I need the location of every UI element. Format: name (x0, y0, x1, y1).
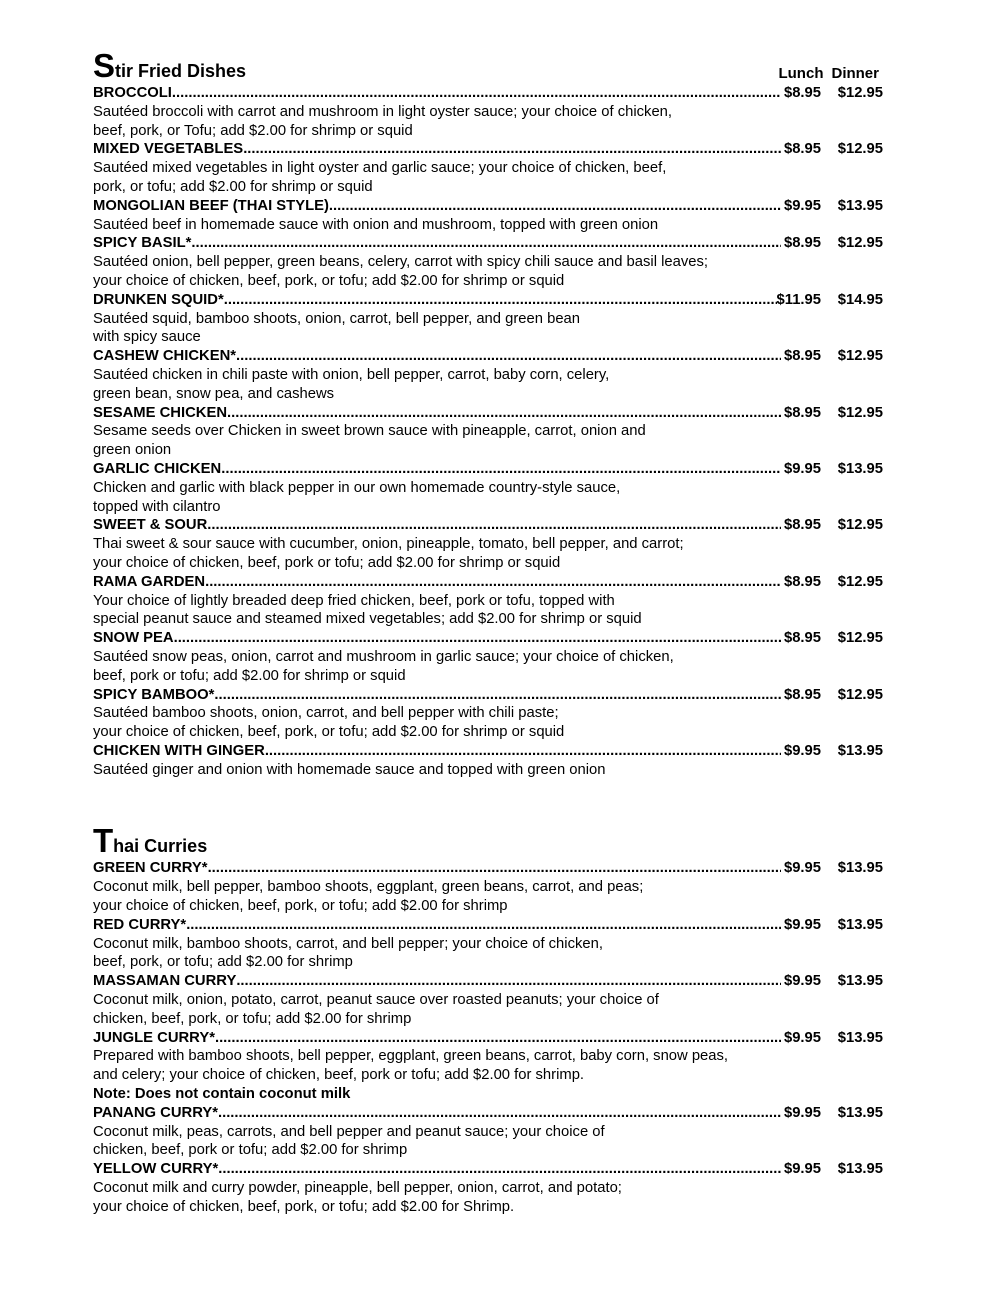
dot-leader (205, 573, 781, 592)
section-header (93, 47, 883, 84)
lunch-price: $9.95 (783, 1104, 821, 1121)
dinner-price: $13.95 (837, 1029, 883, 1046)
menu-item-name: SWEET & SOUR (93, 517, 208, 534)
menu-item-name: MIXED VEGETABLES (93, 141, 244, 158)
menu-item (93, 742, 883, 780)
menu-item-description: beef, pork, or tofu; add $2.00 for shrimp (93, 954, 353, 971)
dot-leader (191, 234, 781, 253)
dinner-price: $13.95 (837, 916, 883, 933)
dinner-price: $13.95 (837, 1104, 883, 1121)
section-spacer (93, 779, 883, 825)
menu-item-row (93, 84, 883, 103)
menu-item-name: GARLIC CHICKEN (93, 460, 222, 477)
lunch-price: $8.95 (783, 404, 821, 421)
menu-item-description: Sautéed bamboo shoots, onion, carrot, and bell pepper with chili paste; (93, 705, 559, 722)
lunch-price: $8.95 (783, 630, 821, 647)
lunch-price: $9.95 (783, 1029, 821, 1046)
menu-item (93, 197, 883, 235)
menu-item-name: SPICY BASIL* (93, 235, 192, 252)
menu-item-description: Sautéed chicken in chili paste with onion, bell pepper, carrot, baby corn, celery, (93, 366, 610, 383)
menu-item-description: Coconut milk, onion, potato, carrot, peanut sauce over roasted peanuts; your choice of (93, 992, 659, 1009)
menu-item-description: Sautéed beef in homemade sauce with onion and mushroom, topped with green onion (93, 216, 659, 233)
menu-item-description: Coconut milk, peas, carrots, and bell pepper and peanut sauce; your choice of (93, 1123, 605, 1140)
dinner-price: $12.95 (837, 348, 883, 365)
menu-item-name: MASSAMAN CURRY (93, 973, 237, 990)
menu-item-name: DRUNKEN SQUID* (93, 291, 224, 308)
dot-leader (221, 460, 781, 479)
menu-section (93, 47, 883, 779)
menu-item (93, 1029, 883, 1104)
dinner-price: $13.95 (837, 860, 883, 877)
menu-item (93, 404, 883, 460)
menu-item-row (93, 916, 883, 935)
menu-item-row (93, 197, 883, 216)
dinner-price: $12.95 (837, 141, 883, 158)
menu-item-row (93, 140, 883, 159)
menu-item-description: Thai sweet & sour sauce with cucumber, onion, pineapple, tomato, bell pepper, and carrot; (93, 536, 684, 553)
menu-item-row (93, 516, 883, 535)
dinner-price: $13.95 (837, 973, 883, 990)
menu-item-row (93, 972, 883, 991)
dot-leader (218, 1104, 781, 1123)
menu-item-name: RED CURRY* (93, 916, 187, 933)
menu-item-row (93, 234, 883, 253)
menu-item-description: your choice of chicken, beef, pork or tofu; add $2.00 for shrimp or squid (93, 554, 561, 571)
dot-leader (236, 972, 781, 991)
dot-leader (236, 347, 781, 366)
menu-item-name: SPICY BAMBOO* (93, 686, 215, 703)
menu-item-row (93, 1160, 883, 1179)
lunch-price: $9.95 (783, 460, 821, 477)
menu-item (93, 84, 883, 140)
dot-leader (186, 916, 781, 935)
dot-leader (265, 742, 781, 761)
dot-leader (172, 84, 781, 103)
menu-item-description: Chicken and garlic with black pepper in our own homemade country-style sauce, (93, 479, 621, 496)
lunch-price: $8.95 (783, 573, 821, 590)
menu-item-name: BROCCOLI (93, 85, 172, 101)
menu-item-description: special peanut sauce and steamed mixed vegetables; add $2.00 for shrimp or squid (93, 611, 642, 628)
dinner-price: $12.95 (837, 686, 883, 703)
menu-item-description: chicken, beef, pork or tofu; add $2.00 for shrimp (93, 1142, 408, 1159)
menu-item-description: and celery; your choice of chicken, beef, pork or tofu; add $2.00 for shrimp. (93, 1067, 585, 1084)
menu-item-description: your choice of chicken, beef, pork, or tofu; add $2.00 for shrimp (93, 898, 508, 915)
lunch-price: $9.95 (783, 973, 821, 990)
menu-item (93, 629, 883, 685)
menu-item-description: Coconut milk, bamboo shoots, carrot, and bell pepper; your choice of chicken, (93, 935, 603, 952)
menu-page (93, 47, 883, 1217)
menu-item (93, 686, 883, 742)
lunch-price: $8.95 (783, 85, 821, 101)
menu-item-description: beef, pork, or Tofu; add $2.00 for shrimp or squid (93, 122, 413, 139)
dot-leader (215, 1029, 781, 1048)
menu-item (93, 234, 883, 290)
menu-item-description: Sautéed mixed vegetables in light oyster and garlic sauce; your choice of chicken, beef, (93, 160, 667, 177)
dinner-price: $12.95 (837, 404, 883, 421)
section-title-rest: hai Curries (113, 836, 208, 857)
dot-leader (174, 629, 781, 648)
section-title-rest: tir Fried Dishes (115, 61, 247, 81)
menu-item (93, 140, 883, 196)
menu-item-row (93, 1104, 883, 1123)
dinner-price: $12.95 (837, 517, 883, 534)
menu-item (93, 347, 883, 403)
menu-item-description: Your choice of lightly breaded deep fried chicken, beef, pork or tofu, topped with (93, 592, 615, 609)
menu-item-row (93, 291, 883, 310)
dot-leader (208, 859, 781, 878)
menu-item-row (93, 742, 883, 761)
menu-item-description: Sautéed squid, bamboo shoots, onion, carrot, bell pepper, and green bean (93, 310, 581, 327)
dinner-price: $13.95 (837, 742, 883, 759)
menu-item-name: SESAME CHICKEN (93, 404, 228, 421)
menu-item-name: CASHEW CHICKEN* (93, 348, 237, 365)
menu-item-name: RAMA GARDEN (93, 573, 206, 590)
dinner-price: $13.95 (837, 460, 883, 477)
lunch-price: $8.95 (783, 686, 821, 703)
menu-item-row (93, 460, 883, 479)
dinner-price: $13.95 (837, 197, 883, 214)
menu-item-description: your choice of chicken, beef, pork, or tofu; add $2.00 for shrimp or squid (93, 272, 565, 289)
section-title-initial: S (93, 47, 116, 84)
price-column-headers (778, 65, 879, 82)
menu-item-row (93, 629, 883, 648)
lunch-price: $9.95 (783, 742, 821, 759)
dot-leader (329, 197, 781, 216)
lunch-price: $8.95 (783, 235, 821, 252)
menu-item-description: Sesame seeds over Chicken in sweet brown sauce with pineapple, carrot, onion and (93, 423, 646, 440)
menu-item-description: Coconut milk and curry powder, pineapple, bell pepper, onion, carrot, and potato; (93, 1180, 622, 1197)
dot-leader (214, 686, 781, 705)
menu-item-row (93, 859, 883, 878)
dinner-price: $12.95 (837, 573, 883, 590)
dinner-price: $13.95 (837, 1161, 883, 1178)
menu-item-description: green onion (93, 442, 172, 459)
menu-item-description: Prepared with bamboo shoots, bell pepper, eggplant, green beans, carrot, baby corn, snow peas, (93, 1048, 729, 1065)
dot-leader (243, 140, 781, 159)
menu-item-name: CHICKEN WITH GINGER (93, 742, 265, 759)
menu-item-name: GREEN CURRY* (93, 860, 208, 877)
menu-item-description: chicken, beef, pork, or tofu; add $2.00 for shrimp (93, 1010, 412, 1027)
section-title (93, 822, 208, 860)
section-header (93, 822, 883, 860)
lunch-price: $9.95 (783, 860, 821, 877)
lunch-price: $8.95 (783, 141, 821, 158)
lunch-price: $11.95 (776, 291, 821, 308)
menu-section (93, 822, 883, 1216)
menu-item (93, 916, 883, 972)
menu-item-description: green bean, snow pea, and cashews (93, 385, 335, 402)
menu-item-row (93, 573, 883, 592)
menu-item (93, 460, 883, 516)
menu-item-note: Note: Does not contain coconut milk (93, 1086, 351, 1103)
dot-leader (218, 1160, 781, 1179)
menu-item-description: pork, or tofu; add $2.00 for shrimp or squid (93, 178, 373, 195)
dinner-price: $12.95 (837, 85, 883, 101)
menu-item-row (93, 404, 883, 423)
menu-item-name: MONGOLIAN BEEF (THAI STYLE) (93, 197, 329, 214)
menu-item (93, 573, 883, 629)
lunch-column-header: Lunch (778, 65, 824, 82)
menu-item (93, 1160, 883, 1216)
menu-item-name: SNOW PEA (93, 630, 174, 647)
menu-item-row (93, 1029, 883, 1048)
lunch-price: $8.95 (783, 517, 821, 534)
dot-leader (224, 291, 777, 310)
menu-item-name: JUNGLE CURRY* (93, 1029, 215, 1046)
menu-item (93, 859, 883, 915)
menu-item (93, 972, 883, 1028)
section-title (93, 49, 246, 82)
menu-item-description: with spicy sauce (93, 329, 201, 346)
dinner-column-header: Dinner (831, 65, 879, 82)
dot-leader (227, 404, 781, 423)
menu-item-description: Sautéed snow peas, onion, carrot and mushroom in garlic sauce; your choice of chicken, (93, 648, 674, 665)
dinner-price: $14.95 (837, 291, 883, 308)
menu-item-name: YELLOW CURRY* (93, 1161, 219, 1178)
menu-item (93, 1104, 883, 1160)
lunch-price: $9.95 (783, 916, 821, 933)
menu-item-description: Sautéed ginger and onion with homemade sauce and topped with green onion (93, 761, 606, 778)
menu-item-description: topped with cilantro (93, 498, 221, 515)
menu-item-description: Sautéed onion, bell pepper, green beans, celery, carrot with spicy chili sauce and basil leaves; (93, 254, 708, 271)
menu-item-row (93, 347, 883, 366)
dinner-price: $12.95 (837, 235, 883, 252)
dot-leader (207, 516, 781, 535)
menu-item-row (93, 686, 883, 705)
menu-item-description: Coconut milk, bell pepper, bamboo shoots, eggplant, green beans, carrot, and peas; (93, 879, 644, 896)
menu-item-name: PANANG CURRY* (93, 1104, 218, 1121)
menu-item-description: Sautéed broccoli with carrot and mushroom in light oyster sauce; your choice of chicken, (93, 103, 673, 120)
menu-item-description: your choice of chicken, beef, pork, or tofu; add $2.00 for shrimp or squid (93, 724, 565, 741)
lunch-price: $9.95 (783, 197, 821, 214)
lunch-price: $9.95 (783, 1161, 821, 1178)
menu-item (93, 516, 883, 572)
menu-item-description: your choice of chicken, beef, pork, or tofu; add $2.00 for Shrimp. (93, 1198, 515, 1215)
menu-item (93, 291, 883, 347)
menu-item-description: beef, pork or tofu; add $2.00 for shrimp or squid (93, 667, 406, 684)
lunch-price: $8.95 (783, 348, 821, 365)
dinner-price: $12.95 (837, 630, 883, 647)
section-title-initial: T (93, 822, 114, 860)
